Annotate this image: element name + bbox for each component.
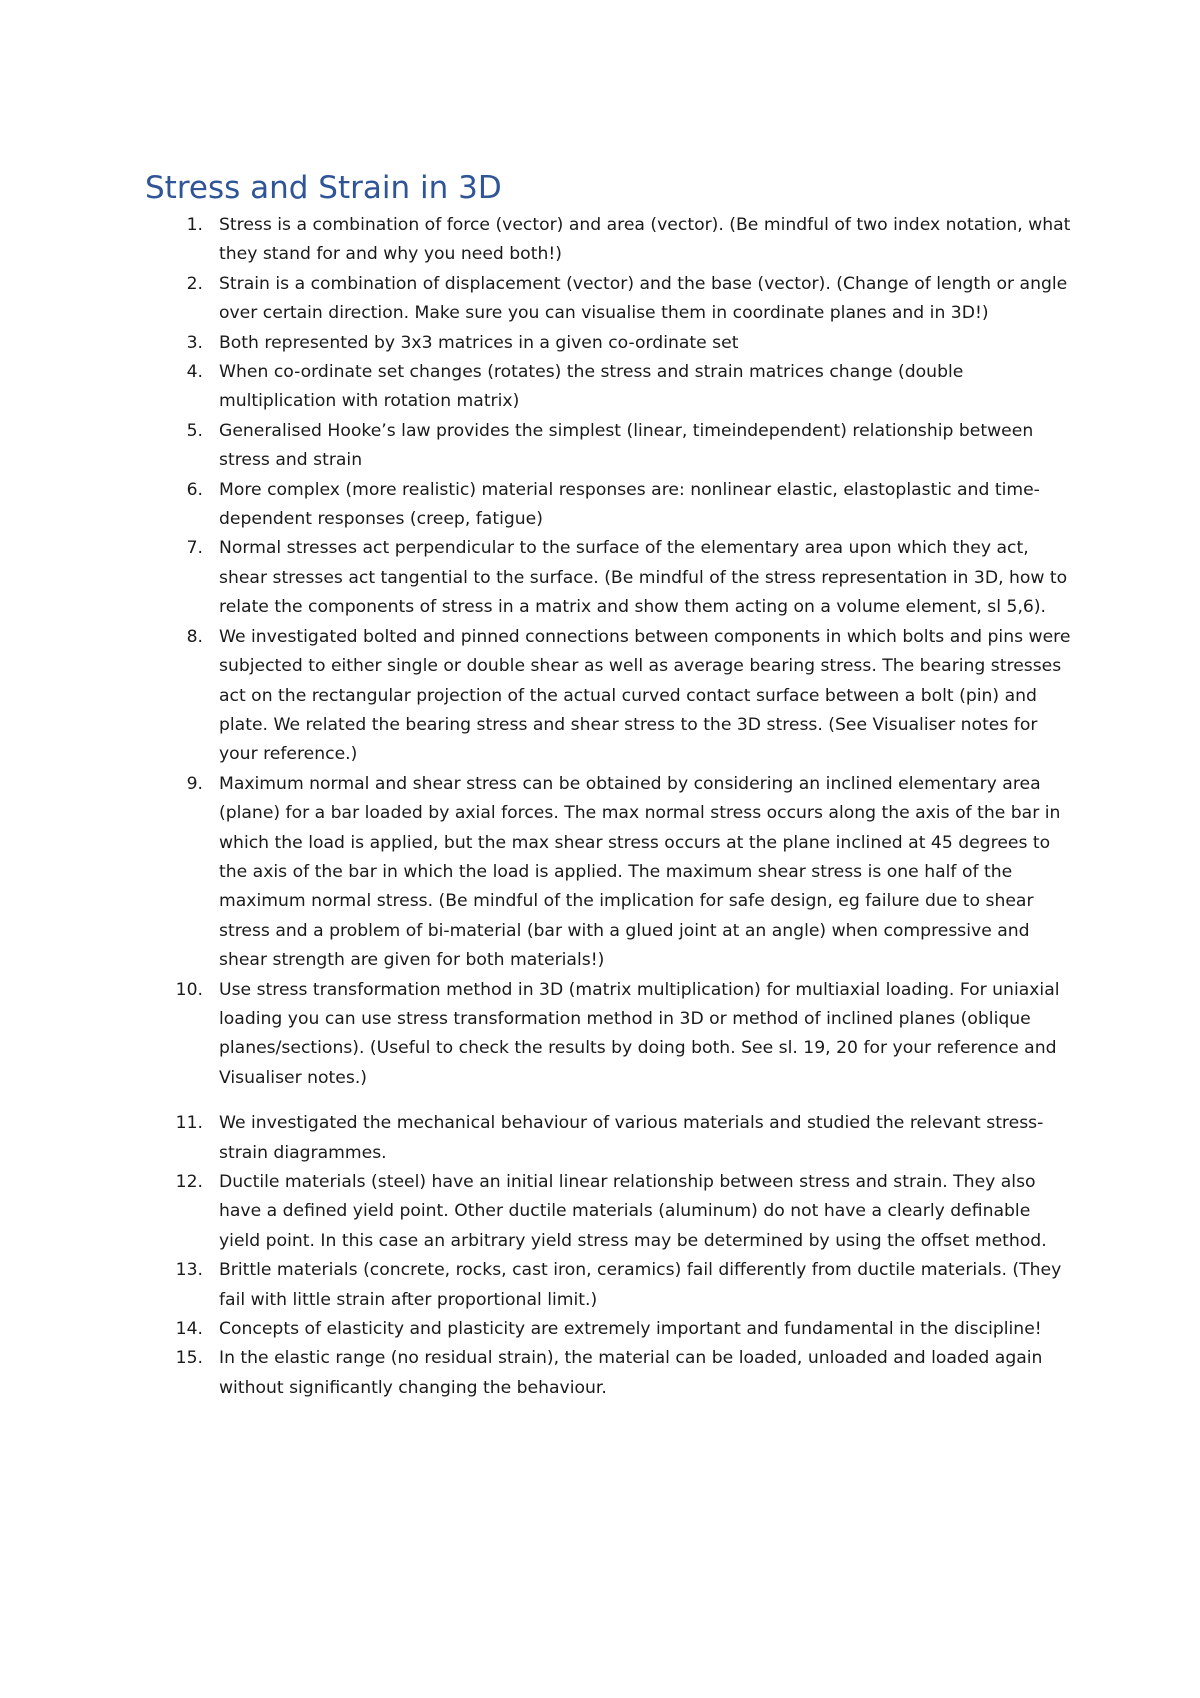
list-item-text: Both represented by 3x3 matrices in a given co-ordinate set [219,332,739,353]
list-item-number: 6. [186,479,203,500]
list-item-number: 8. [186,626,203,647]
list-item-number: 11. [175,1113,203,1134]
list-item [145,1344,1075,1403]
list-item-text: Stress is a combination of force (vector) and area (vector). (Be mindful of two index notation, what they stand for and why you need both!) [219,215,1071,265]
list-item [145,1256,1075,1315]
key-points-list [145,211,1075,1403]
list-item [145,329,1075,358]
list-item [145,211,1075,270]
list-item-text: Maximum normal and shear stress can be obtained by considering an inclined elementary area (plane) for a bar loaded by axial forces. The max normal stress occurs along the axis of the bar in which the load is applied, but the max shear stress occurs at the plane inclined at 45 degrees to the axis of the bar in which the load is applied. The maximum shear stress is one half of the maximum normal stress. (Be mindful of the implication for safe design, eg failure due to shear stress and a problem of bi-material (bar with a glued joint at an angle) when compressive and shear strength are given for both materials!) [219,773,1061,971]
list-item-text: More complex (more realistic) material responses are: nonlinear elastic, elastoplastic and time-dependent responses (creep, fatigue) [219,479,1040,530]
list-item-number: 7. [186,538,203,559]
document-title: Stress and Strain in 3D [145,170,502,206]
list-item-number: 12. [175,1172,203,1192]
list-item [145,417,1075,476]
list-item-text: Use stress transformation method in 3D (matrix multiplication) for multiaxial loading. For uniaxial loading you can use stress transformation method in 3D or method of inclined planes (oblique planes/sections). (Useful to check the results by doing both. See sl. 19, 20 for your reference and Visualiser notes.) [219,979,1060,1088]
list-item-text: Brittle materials (concrete, rocks, cast iron, ceramics) fail differently from ductile materials. (They fail with little strain after proportional limit.) [219,1260,1062,1310]
list-item [145,623,1075,770]
list-item [145,770,1075,976]
list-item [145,270,1075,329]
list-item-number: 4. [186,362,203,383]
list-item [145,476,1075,535]
list-item-text: Normal stresses act perpendicular to the surface of the elementary area upon which they act, shear stresses act tangential to the surface. (Be mindful of the stress representation in 3D, how to relate the components of stress in a matrix and show them acting on a volume element, sl 5,6). [219,538,1068,618]
list-item-number: 3. [186,332,203,353]
list-item-number: 5. [186,420,203,441]
list-item-text: Ductile materials (steel) have an initial linear relationship between stress and strain. They also have a defined yield point. Other ductile materials (aluminum) do not have a clearly definable yield point. In this case an arbitrary yield stress may be determined by using the offset method. [219,1172,1047,1251]
list-item-number: 2. [186,273,203,294]
list-item-number: 9. [186,773,203,794]
list-item-text: When co-ordinate set changes (rotates) the stress and strain matrices change (double multiplication with rotation matrix) [219,362,964,412]
list-item-text: Strain is a combination of displacement (vector) and the base (vector). (Change of length or angle over certain direction. Make sure you can visualise them in coordinate planes and in 3D!) [219,273,1068,324]
list-item-number: 13. [175,1260,203,1281]
list-item-number: 15. [175,1348,203,1369]
list-item [145,534,1075,622]
list-item-number: 1. [186,215,203,235]
list-item-number: 10. [175,979,203,1000]
list-item-text: Concepts of elasticity and plasticity are extremely important and fundamental in the discipline! [219,1319,1042,1340]
list-item [145,1315,1075,1344]
list-item-number: 14. [175,1319,203,1340]
list-item-text: Generalised Hooke’s law provides the simplest (linear, timeindependent) relationship between stress and strain [219,420,1034,471]
list-item-text: We investigated the mechanical behaviour of various materials and studied the relevant stress-strain diagrammes. [219,1113,1044,1163]
list-item-text: In the elastic range (no residual strain), the material can be loaded, unloaded and loaded again without significantly changing the behaviour. [219,1348,1043,1398]
list-item [145,1168,1075,1256]
list-item [145,1109,1075,1168]
list-item [145,358,1075,417]
list-item-text: We investigated bolted and pinned connections between components in which bolts and pins were subjected to either single or double shear as well as average bearing stress. The bearing stresses act on the rectangular projection of the actual curved contact surface between a bolt (pin) and plate. We related the bearing stress and shear stress to the 3D stress. (See Visualiser notes for your reference.) [219,626,1071,765]
list-item [145,976,1075,1094]
